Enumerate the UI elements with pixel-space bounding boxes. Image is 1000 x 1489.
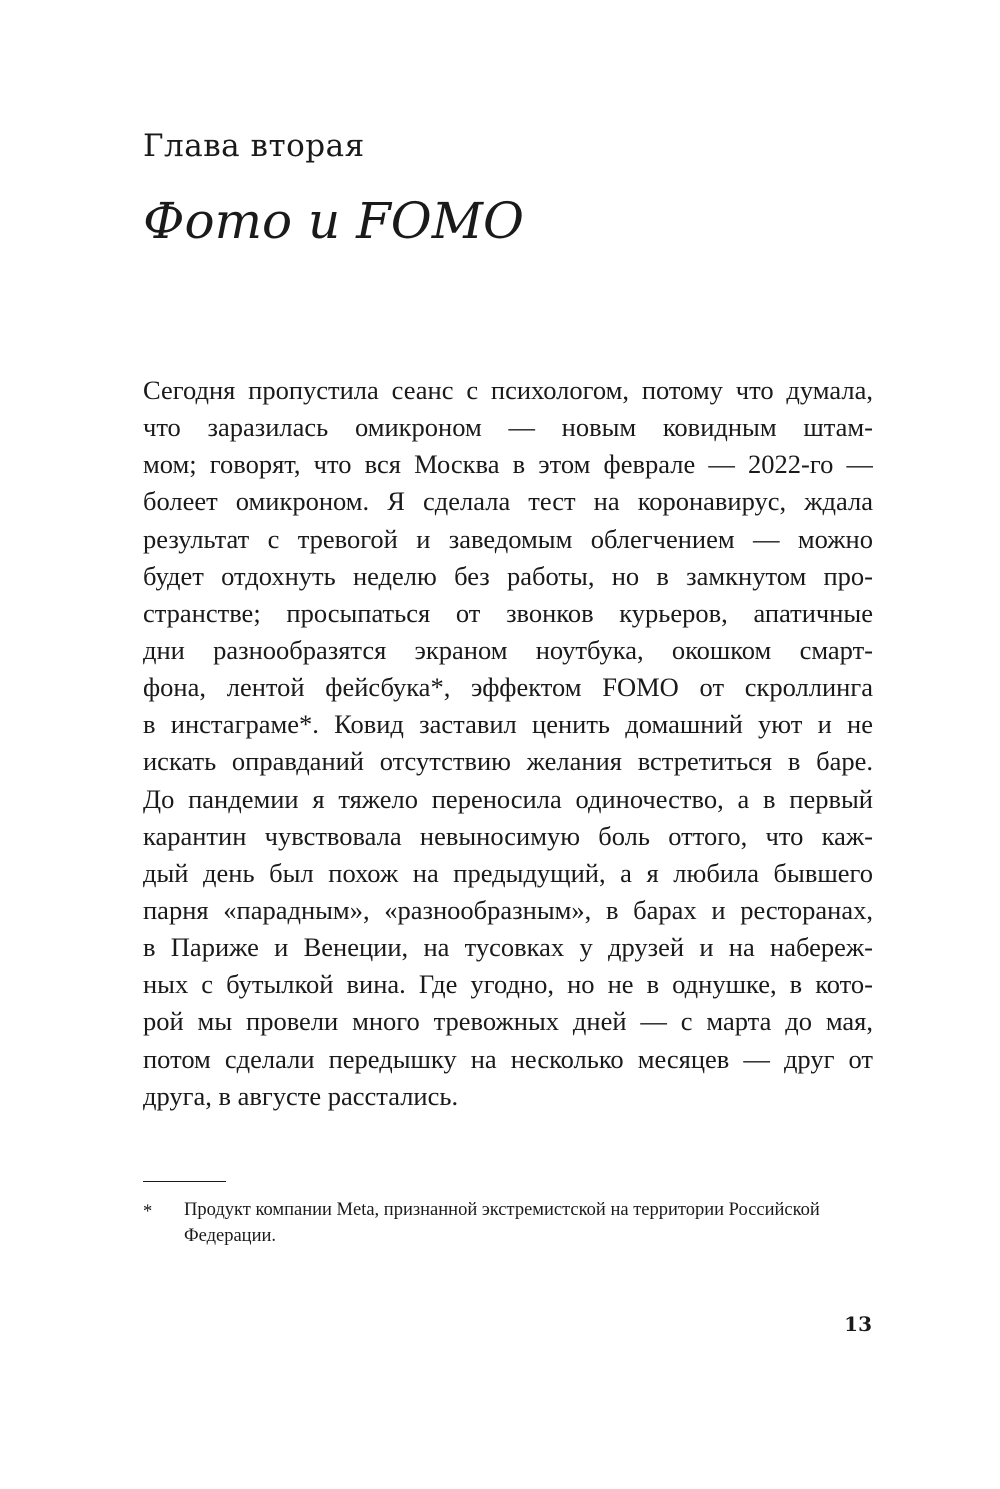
- body-line: странстве; просыпаться от звонков курьеров, апатичные: [143, 597, 873, 628]
- body-line: будет отдохнуть неделю без работы, но в замкнутом про-: [143, 560, 873, 591]
- body-line: потом сделали передышку на несколько месяцев — друг от: [143, 1043, 873, 1074]
- body-line: мом; говорят, что вся Москва в этом феврале — 2022-го —: [143, 449, 873, 480]
- body-line: болеет омикроном. Я сделала тест на коронавирус, ждала: [143, 486, 873, 517]
- body-line: результат с тревогой и заведомым облегчением — можно: [143, 523, 873, 554]
- footnote-text: Продукт компании Meta, признанной экстремистской на территории Российской Федерации.: [184, 1200, 820, 1246]
- body-line: дый день был похож на предыдущий, а я любила бывшего: [143, 857, 873, 888]
- body-line: искать оправданий отсутствию желания встретиться в баре.: [143, 746, 873, 777]
- body-line: дни разнообразятся экраном ноутбука, окошком смарт-: [143, 634, 873, 665]
- body-line: в инстаграме*. Ковид заставил ценить домашний уют и не: [143, 709, 873, 740]
- body-line: До пандемии я тяжело переносила одиночество, а в первый: [143, 783, 873, 814]
- body-line: рой мы провели много тревожных дней — с марта до мая,: [143, 1006, 873, 1037]
- body-line: ных с бутылкой вина. Где угодно, но не в однушке, в кото-: [143, 969, 873, 1000]
- body-line: что заразилась омикроном — новым ковидным штам-: [143, 412, 873, 443]
- body-line: карантин чувствовала невыносимую боль оттого, что каж-: [143, 820, 873, 851]
- body-line: в Париже и Венеции, на тусовках у друзей и на набереж-: [143, 932, 873, 963]
- body-line: Сегодня пропустила сеанс с психологом, потому что думала,: [143, 375, 873, 405]
- body-line: фона, лентой фейсбука*, эффектом FOMO от скроллинга: [143, 672, 873, 703]
- body-line: парня «парадным», «разнообразным», в барах и ресторанах,: [143, 894, 873, 925]
- body-text: [143, 372, 873, 1115]
- chapter-title: Фото и FOMO: [143, 192, 524, 250]
- footnote-mark: *: [143, 1202, 153, 1222]
- body-line: друга, в августе расстались.: [143, 1080, 459, 1111]
- footnote-divider: [143, 1181, 226, 1182]
- chapter-label: Глава вторая: [143, 128, 365, 164]
- page-number: 13: [844, 1312, 872, 1336]
